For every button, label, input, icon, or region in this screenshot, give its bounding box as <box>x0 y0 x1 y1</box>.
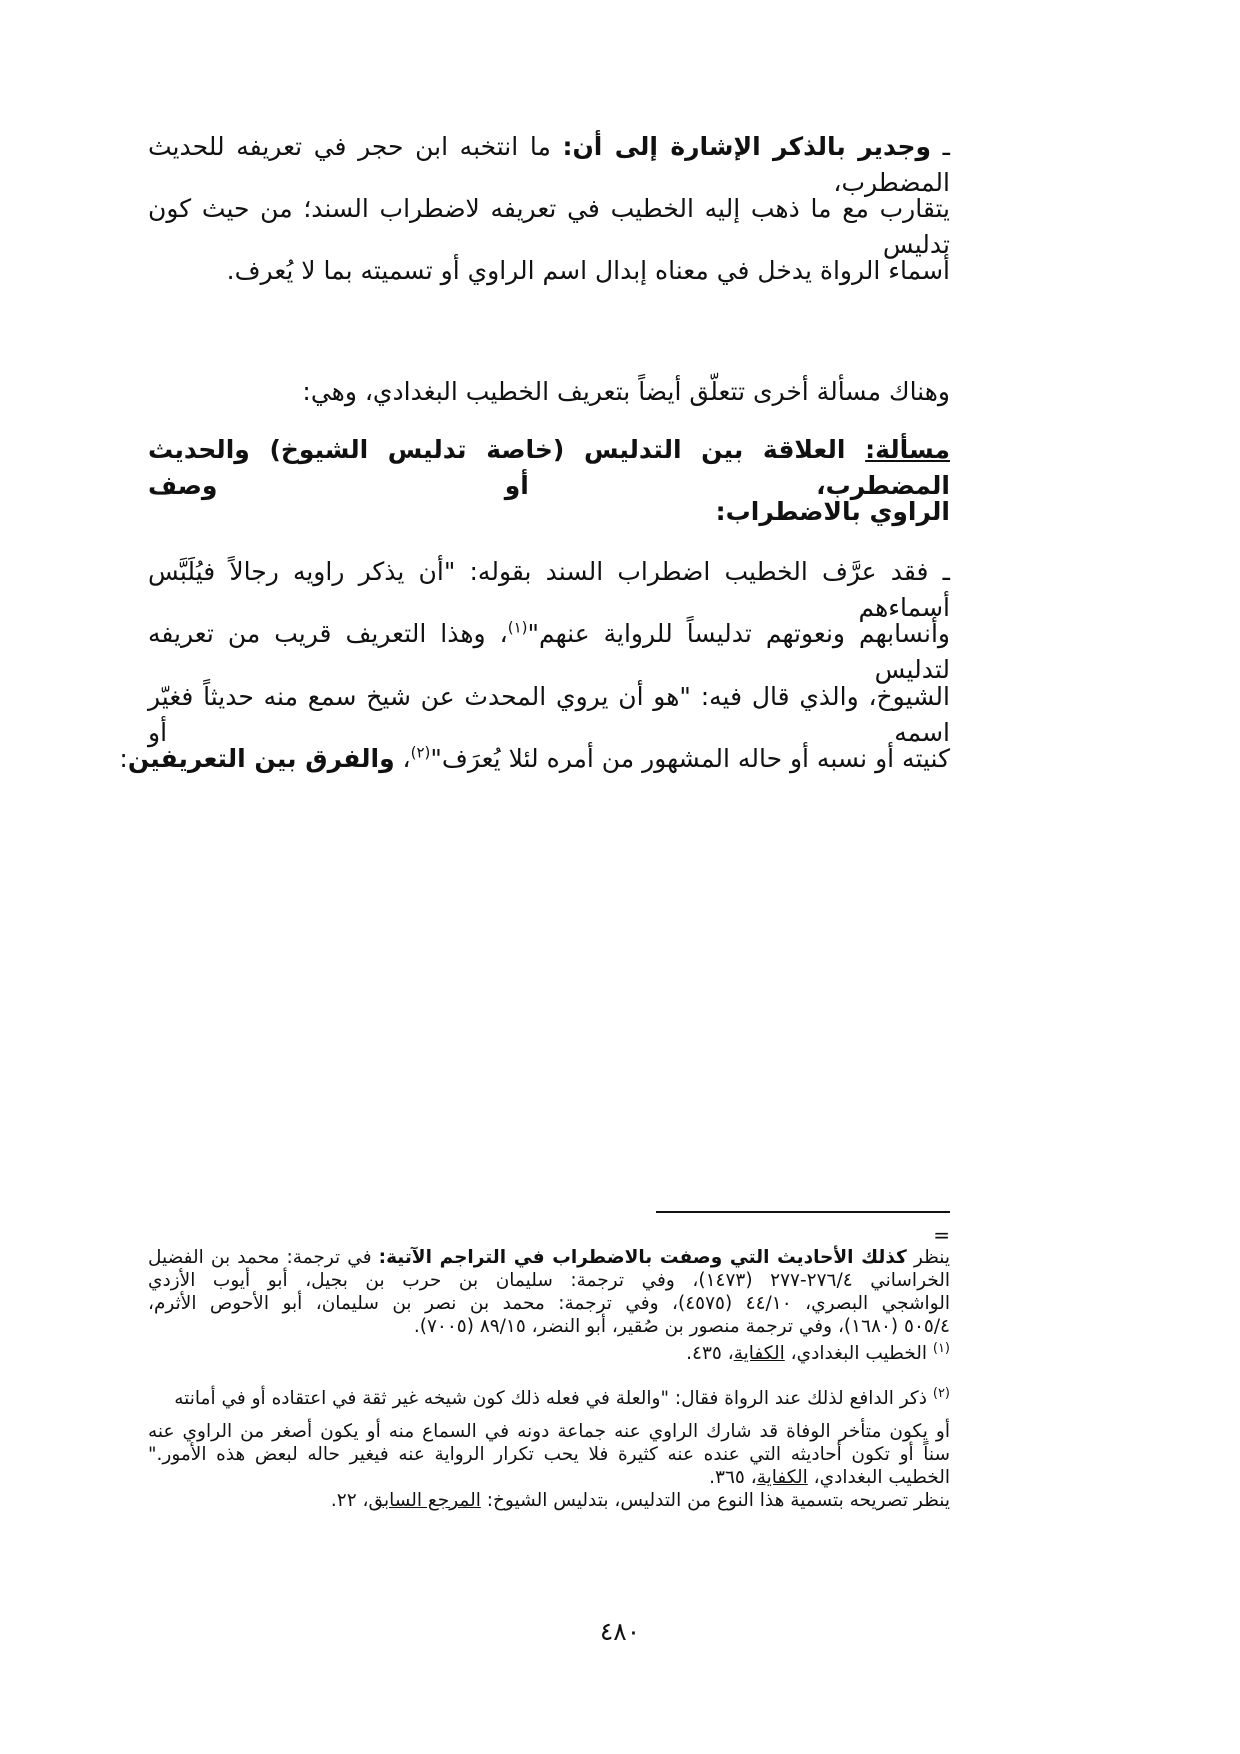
text-run: : <box>119 744 128 773</box>
body-line-p3-4 <box>119 741 950 777</box>
text-run: ذكر الدافع لذلك عند الرواة فقال: "والعلة في فعله ذلك كون شيخه غير ثقة في اعتقاده أو في أمانته <box>174 1388 933 1409</box>
footnote-2-line-4 <box>148 1466 950 1489</box>
body-line-p3-1: ـ فقد عرَّف الخطيب اضطراب السند بقوله: "أن يذكر راويه رجالاً فيُلَبَّس أسماءهم <box>148 557 950 622</box>
footnote-2-line-3: سناً أو تكون أحاديثه التي عنده عنه كثيرة فلا يحب تكرار الرواية عنه فيغير حاله لبعض هذه الأمور." <box>148 1444 950 1465</box>
heading-underlined: مسألة: <box>865 435 950 464</box>
footnote-continuation-mark: = <box>933 1223 950 1247</box>
text-run: ، <box>394 744 411 773</box>
text-run: في ترجمة: محمد بن الفضيل <box>148 1247 379 1268</box>
footnote-separator <box>656 1211 950 1213</box>
footnote-1 <box>148 1342 950 1365</box>
body-line-p1-3: أسماء الرواة يدخل في معناه إبدال اسم الراوي أو تسميته بما لا يُعرف. <box>226 256 950 285</box>
footnote-cont-line-2: الخراساني ٢٧٦/٤-٢٧٧ (١٤٧٣)، وفي ترجمة: سليمان بن حرب بن بجيل، أبو أيوب الأزدي <box>148 1270 950 1291</box>
text-run: ما انتخبه ابن حجر في تعريفه للحديث المضطرب، <box>148 132 950 197</box>
text-run: الخطيب البغدادي، <box>784 1343 933 1364</box>
footnote-2-line-1 <box>148 1387 950 1410</box>
text-run: ينظر تصريحه بتسمية هذا النوع من التدليس، بتدليس الشيوخ: <box>480 1490 950 1511</box>
text-run: ، ٢٢. <box>330 1490 369 1511</box>
footnote-ref-1: (١) <box>507 618 528 637</box>
footnote-cont-line-1 <box>148 1246 950 1269</box>
text-run: الخطيب البغدادي، <box>807 1467 950 1488</box>
page-number: ٤٨٠ <box>599 1617 641 1646</box>
body-line-p1-1 <box>148 129 950 197</box>
heading-text: العلاقة بين التدليس (خاصة تدليس الشيوخ) والحديث المضطرب، أو وصف <box>148 435 950 500</box>
footnote-ref-2: (٢) <box>410 743 431 762</box>
text-run: ، وهذا التعريف قريب من تعريفه لتدليس <box>148 619 950 684</box>
footnote-marker-1: (١) <box>932 1340 950 1356</box>
body-line-p3-2 <box>148 616 951 684</box>
footnote-marker-2: (٢) <box>932 1385 950 1401</box>
text-run: وأنسابهم ونعوتهم تدليساً للرواية عنهم" <box>527 619 951 648</box>
body-line-p1-2: يتقارب مع ما ذهب إليه الخطيب في تعريفه لاضطراب السند؛ من حيث كون تدليس <box>148 194 950 259</box>
footnote-cont-line-4: ٥٠٥/٤ (١٦٨٠)، وفي ترجمة منصور بن صُقير، أبو النضر، ٨٩/١٥ (٧٠٠٥). <box>413 1316 950 1337</box>
reference-title: المرجع السابق <box>368 1490 481 1511</box>
section-heading-line-1 <box>148 432 950 500</box>
section-heading-line-2: الراوي بالاضطراب: <box>715 497 950 526</box>
footnote-cont-line-3: الواشجي البصري، ٤٤/١٠ (٤٥٧٥)، وفي ترجمة: محمد بن نصر بن سليمان، أبو الأحوص الأثرم، <box>148 1293 950 1314</box>
text-run: ينظر <box>906 1247 950 1268</box>
text-run: كنيته أو نسبه أو حاله المشهور من أمره لئلا يُعرَف" <box>430 744 950 773</box>
text-run: ، ٤٣٥. <box>686 1343 734 1364</box>
footnote-2-line-5 <box>148 1489 950 1512</box>
book-title: الكفاية <box>733 1343 785 1364</box>
text-run: ، ٣٦٥. <box>709 1467 757 1488</box>
footnote-2-line-2: أو يكون متأخر الوفاة قد شارك الراوي عنه جماعة دونه في السماع منه أو يكون أصغر من الراوي عنه <box>148 1421 950 1442</box>
bold-phrase: كذلك الأحاديث التي وصفت بالاضطراب في التراجم الآتية: <box>378 1247 907 1268</box>
book-title: الكفاية <box>756 1467 808 1488</box>
dash: ـ <box>931 132 950 161</box>
body-line-p2: وهناك مسألة أخرى تتعلّق أيضاً بتعريف الخطيب البغدادي، وهي: <box>302 377 950 406</box>
bold-phrase: وجدير بالذكر الإشارة إلى أن: <box>562 132 932 161</box>
bold-phrase: والفرق بين التعريفين <box>127 744 395 773</box>
body-line-p3-3: الشيوخ، والذي قال فيه: "هو أن يروي المحدث عن شيخ سمع منه حديثاً فغيّر اسمه أو <box>148 682 950 747</box>
